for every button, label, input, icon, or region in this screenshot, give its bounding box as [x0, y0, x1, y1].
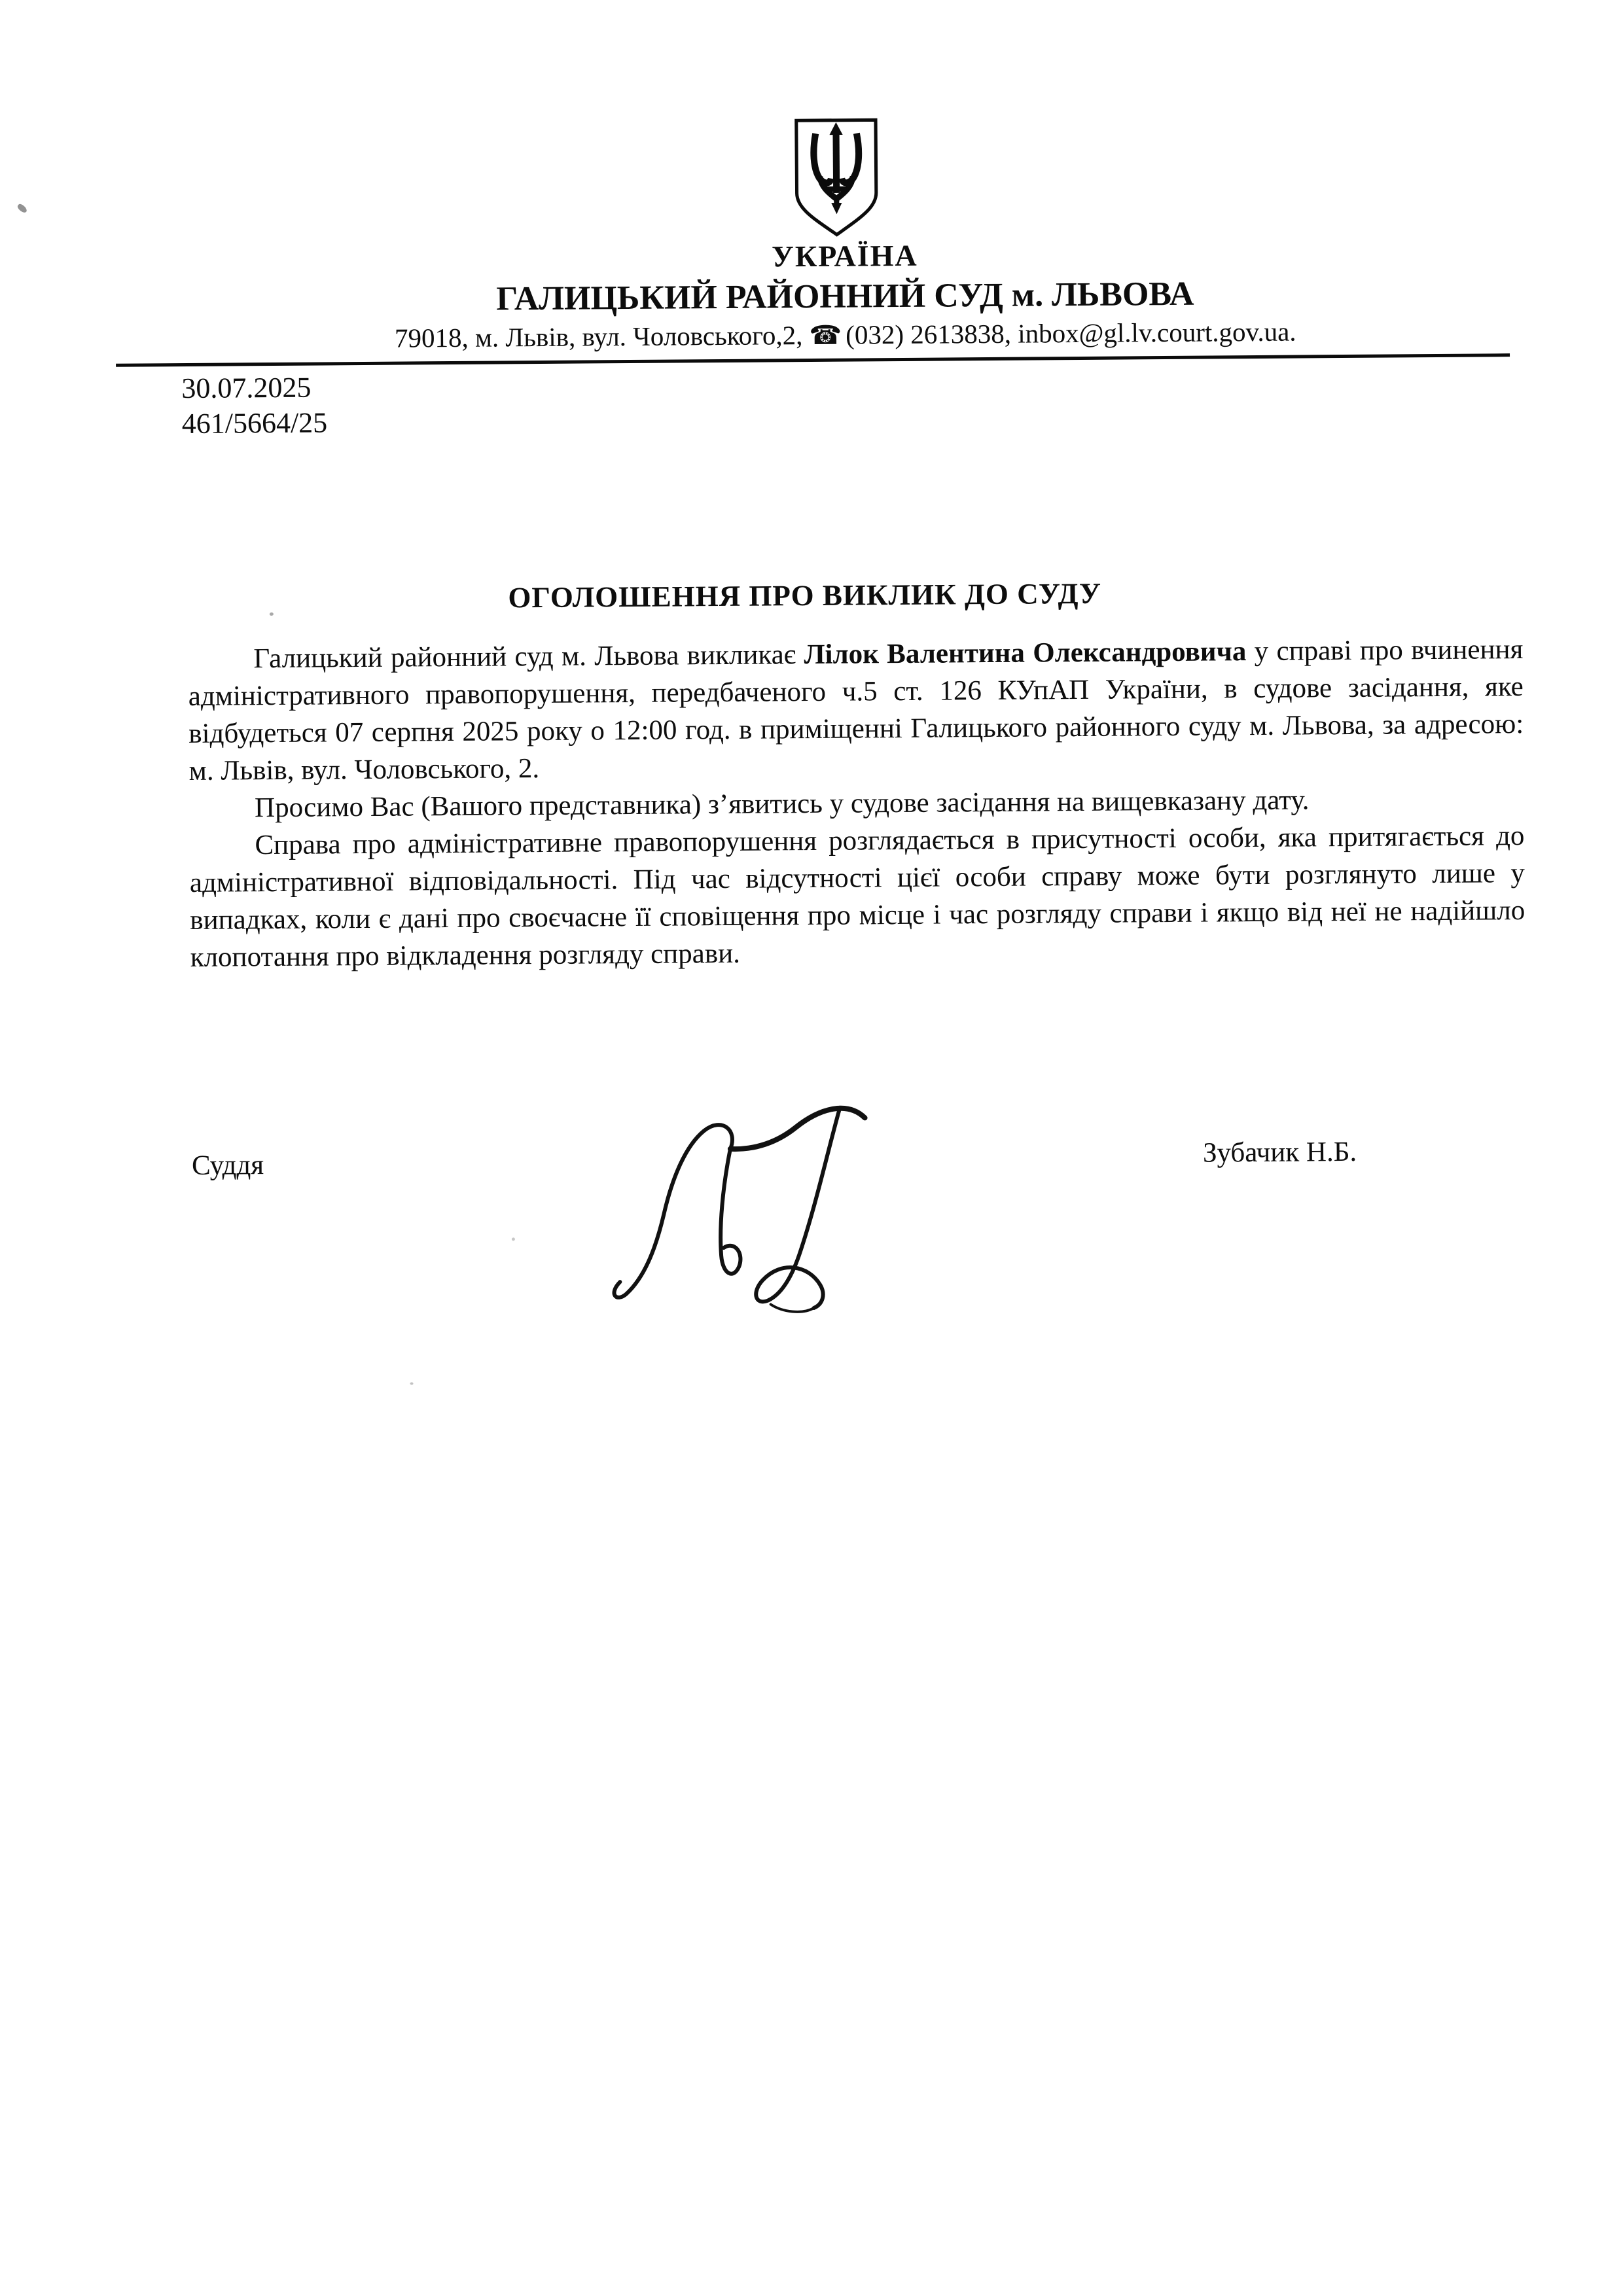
ukraine-trident-emblem-icon — [789, 115, 883, 241]
court-name: ГАЛИЦЬКИЙ РАЙОННИЙ СУД м. ЛЬВОВА — [496, 275, 1194, 318]
court-phone-email: (032) 2613838, inbox@gl.lv.court.gov.ua. — [846, 316, 1296, 350]
paragraph-text: у справі про вчинення адміністративного правопорушення, передбаченого ч.5 ст. 126 КУпАП України, в судове засідання, яке відбудеться 07 серпня 2025 року о 12:00 год. в приміщенні Галицького районного суду м. Львова, за адресою: м. Львів, вул. Чоловського, 2. — [188, 634, 1524, 786]
document-date: 30.07.2025 — [181, 371, 312, 405]
country-name: УКРАЇНА — [771, 238, 918, 274]
signer-role-label: Суддя — [191, 1150, 264, 1181]
judge-signature — [558, 1097, 874, 1316]
paragraph-summons — [188, 631, 1524, 790]
judge-name: Зубачик Н.Б. — [1202, 1136, 1357, 1169]
court-address: 79018, м. Львів, вул. Чоловського,2, — [394, 320, 803, 353]
paragraph-text: Галицький районний суд м. Львова викликає — [253, 639, 804, 675]
scan-artifact — [410, 1382, 414, 1385]
scan-artifact — [512, 1237, 515, 1241]
paragraph-legal-note: Справа про адміністративне правопорушення розглядається в присутності особи, яка притягається до адміністративної відповідальності. Під час відсутності цієї особи справу може бути розглянуто лише у випадках, коли є дані про своєчасне її сповіщення про місце і час розгляду справи і якщо від неї не надійшло клопотання про відкладення розгляду справи. — [189, 821, 1525, 973]
defendant-name: Лілок Валентина Олександровича — [804, 636, 1247, 671]
document-title: ОГОЛОШЕННЯ ПРО ВИКЛИК ДО СУДУ — [508, 576, 1102, 614]
paragraph-request: Просимо Вас (Вашого представника) з’явитись у судове засідання на вищевказану дату. — [254, 785, 1310, 824]
document-body — [188, 631, 1525, 976]
telephone-icon: ☎ — [809, 320, 842, 351]
letterhead — [0, 234, 1621, 358]
case-number: 461/5664/25 — [181, 406, 328, 440]
